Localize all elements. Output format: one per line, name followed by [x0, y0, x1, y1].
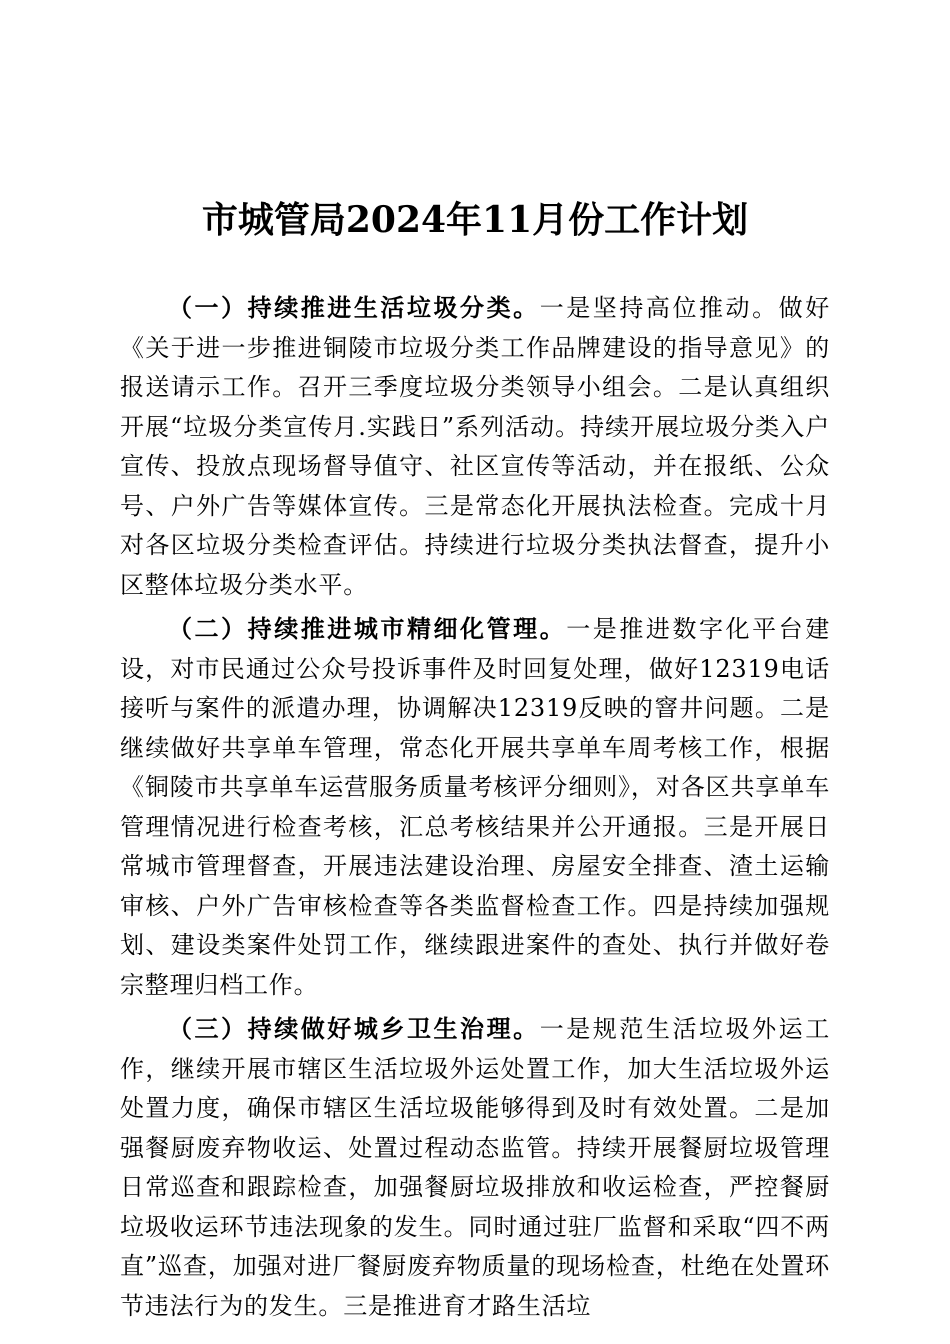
paragraph-1-heading: （一）持续推进生活垃圾分类。	[168, 293, 540, 322]
document-body	[120, 288, 830, 1330]
paragraph-3-heading: （三）持续做好城乡卫生治理。	[168, 1014, 540, 1043]
document-title: 市城管局2024年11月份工作计划	[201, 199, 749, 241]
paragraph-2	[120, 609, 830, 1005]
paragraph-1-text: 一是坚持高位推动。做好《关于进一步推进铜陵市垃圾分类工作品牌建设的指导意见》的报送请示工作。召开三季度垃圾分类领导小组会。二是认真组织开展“垃圾分类宣传月.实践日”系列活动。持续开展垃圾分类入户宣传、投放点现场督导值守、社区宣传等活动，并在报纸、公众号、户外广告等媒体宣传。三是常态化开展执法检查。完成十月对各区垃圾分类检查评估。持续进行垃圾分类执法督查，提升小区整体垃圾分类水平。	[120, 294, 830, 599]
paragraph-1	[120, 288, 830, 605]
paragraph-3	[120, 1009, 830, 1326]
paragraph-3-text: 一是规范生活垃圾外运工作，继续开展市辖区生活垃圾外运处置工作，加大生活垃圾外运处置力度，确保市辖区生活垃圾能够得到及时有效处置。二是加强餐厨废弃物收运、处置过程动态监管。持续开展餐厨垃圾管理日常巡查和跟踪检查，加强餐厨垃圾排放和收运检查，严控餐厨垃圾收运环节违法现象的发生。同时通过驻厂监督和采取“四不两直”巡查，加强对进厂餐厨废弃物质量的现场检查，杜绝在处置环节违法行为的发生。三是推进育才路生活垃	[120, 1015, 830, 1320]
paragraph-2-text: 一是推进数字化平台建设，对市民通过公众号投诉事件及时回复处理，做好12319电话接听与案件的派遣办理，协调解决12319反映的窨井问题。二是继续做好共享单车管理，常态化开展共享单车周考核工作，根据《铜陵市共享单车运营服务质量考核评分细则》，对各区共享单车管理情况进行检查考核，汇总考核结果并公开通报。三是开展日常城市管理督查，开展违法建设治理、房屋安全排查、渣土运输审核、户外广告审核检查等各类监督检查工作。四是持续加强规划、建设类案件处罚工作，继续跟进案件的查处、执行并做好卷宗整理归档工作。	[120, 615, 830, 999]
paragraph-2-heading: （二）持续推进城市精细化管理。	[168, 614, 567, 643]
